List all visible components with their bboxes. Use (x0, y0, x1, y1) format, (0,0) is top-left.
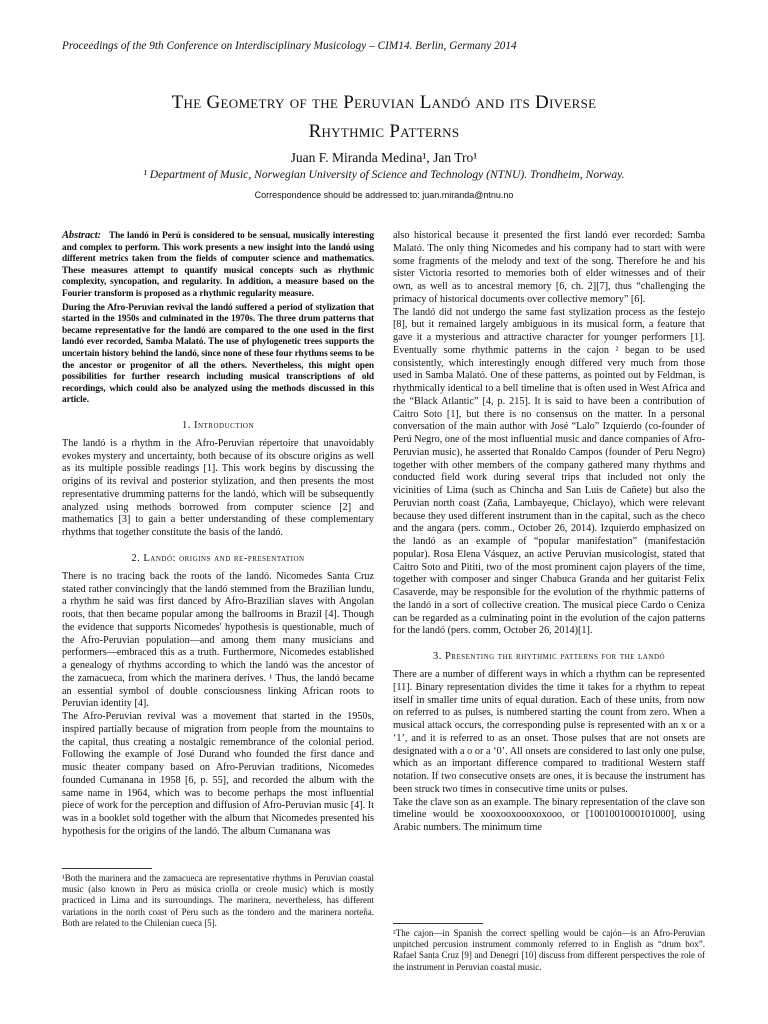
abstract-label: Abstract: (62, 230, 101, 241)
abstract (62, 230, 374, 407)
right-paragraph-2: The landó did not undergo the same fast stylization process as the festejo [8], but it remained largely ambiguous in its musical form, a feature that gave it a mysterious and attractive character for younger performers [1]. Eventually some rhythmic patterns in the cajon ² began to be used consistently, which interestingly enough differed very much from those used in Samba Malató. One of these patterns, as pointed out by Feldman, is rhythmically identical to a bell timeline that is often used in West Africa and the “Black Atlantic” [4, p. 215]. It is said to have been a contribution of Caitro Soto [1], but there is no consensus on the matter. In a personal conversation of the main author with José “Lalo” Izquierdo (co-founder of Perú Negro, one of the most influential music and dance companies of Afro-Peruvian music), he asserted that Ronaldo Campos (founder of Peru Negro) together with other members of the company gathered many rhythms and conducted field work during several trips that included not only the vicinities of Lima (such as Chincha and San Luis de Cañete) but also the Peruvian north coast (Zaña, Lambayeque, Chiclayo), which were relevant because they used different instrument than in the capital, such as the checo and the angara (pers. comm., October 26, 2014). Izquierdo emphasized on the landó as an example of “popular manifestation” (manifestación popular). Rosa Elena Vásquez, an active Peruvian musicologist, stated that Caitro Soto and Pititi, two of the most prominent cajon players of the time, together with composer and singer Chabuca Granda and her guitarist Felix Casaverde, may be responsible for the evolution of the rhythmic patterns of the landó in a sort of collective creation. The musical piece Cardo o Ceniza can be regarded as a culminating point in the evolution of the cajon patterns for the landó (pers. comm, October 26, 2014)[1]. (393, 306, 705, 637)
origins-paragraph-2: The Afro-Peruvian revival was a movement that started in the 1950s, inspired partially because of migration from people from the mountains to the capital, thus creating a nostalgic remembrance of the colonial period. Following the example of José Durand who founded the first dance and music theater company based on Afro-Peruvian traditions, Nicomedes founded Cumanana in 1958 [6, p. 55], and recorded the album with the same name in 1964, which was to become perhaps the most influential piece of work for the perception and diffusion of Afro-Peruvian music [4]. It was in a booklet sold together with the album that Nicomedes presented his hypothesis for the origins of the landó. The album Cumanana was (62, 711, 374, 837)
abstract-paragraph-1: The landó in Perú is considered to be sensual, musically interesting and complex to perform. This work presents a new insight into the landó using different metrics taken from the fields of computer science and mathematics. These measures attempt to quantify musical concepts such as rhythmic complexity, syncopation, and regularity. In addition, a measure based on the Fourier transform is proposed as a rhythmic regularity measure. (62, 231, 374, 299)
section-heading-origins: 2. Landó: origins and re-presentation (131, 552, 305, 564)
correspondence: Correspondence should be addressed to: juan.miranda@ntnu.no (254, 190, 514, 200)
footnote-rule (393, 923, 483, 924)
section-heading-introduction: 1. Introduction (181, 419, 255, 431)
footnote-rule (62, 868, 152, 869)
running-header: Proceedings of the 9th Conference on Interdisciplinary Musicology – CIM14. Berlin, Germany 2014 (62, 40, 517, 52)
footnote-1-block (62, 868, 374, 929)
right-column (393, 230, 705, 835)
title-line-1: The Geometry of the Peruvian Landó and its Diverse (171, 92, 597, 113)
title-line-2: Rhythmic Patterns (308, 121, 460, 142)
intro-paragraph: The landó is a rhythm in the Afro-Peruvian répertoire that unavoidably evokes mystery and uncertainty, both because of its obscure origins as well as its multiple possible readings [1]. This work begins by discussing the origins of its revival and posterior stylization, and then presents the most representative drumming patterns for the landó, which will be subsequently analyzed using methods borrowed from computer science [2] and mathematics [3] to gain a better understanding of these complementary rhythms that together constitute the basis of the landó. (62, 437, 374, 539)
right-paragraph-1: also historical because it presented the first landó ever recorded: Samba Malató. The only thing Nicomedes and his company had to start with were some fragments of the melody and text of the song. Therefore he and his sister Victoria resorted to memories both of elder witnesses and of their own, as well as to ancestral memory [6, ch. 2][7], thus “challenging the primacy of historical documents over collective memory” [6]. (393, 230, 705, 305)
left-column (62, 230, 374, 839)
footnote-1: ¹Both the marinera and the zamacueca are representative rhythms in Peruvian coastal music (also known in Peru as música criolla or creole music) which is mostly practiced in Lima and its surroundings. The marinera, nevertheless, has different variations in the north coast of Peru such as the tondero and the marinera norteña. Both are related to the Chilenian cueca [5]. (62, 873, 374, 928)
section-heading-patterns: 3. Presenting the rhythmic patterns for the landó (432, 651, 666, 662)
affiliation: ¹ Department of Music, Norwegian University of Science and Technology (NTNU). Trondheim, Norway. (143, 168, 625, 181)
authors: Juan F. Miranda Medina¹, Jan Tro¹ (290, 150, 478, 165)
right-paragraph-4: Take the clave son as an example. The binary representation of the clave son timeline would be xooxooxoooxoxooo, or [1001001000101000], using Arabic numbers. The minimum time (393, 796, 705, 833)
paper-title (60, 88, 708, 146)
footnote-2: ²The cajon—in Spanish the correct spelling would be cajón—is an Afro-Peruvian unpitched percusion instrument commonly referred to in English as “drum box”. Rafael Santa Cruz [9] and Denegri [10] discuss from different perspectives the role of the instrument in Peruvian coastal music. (393, 928, 705, 972)
abstract-paragraph-2: During the Afro-Peruvian revival the landó suffered a period of stylization that started in the 1950s and culminated in the 1970s. The three drum patterns that became representative for the landó are compared to the one used in the first landó ever recorded, Samba Malató. The use of phylogenetic trees supports the uncertain history behind the landó, since none of these four rhythms seems to be the ancestor or progenitor of all the others. Nevertheless, this might open possibilities for further research including musical transcriptions of old recordings, which could also be analyzed using the methods discussed in this article. (62, 302, 374, 406)
right-paragraph-3: There are a number of different ways in which a rhythm can be represented [11]. Binary representation divides the time it takes for a rhythm to repeat itself in smaller time units of equal duration. Each of these units, from now on referred to as pulses, is numbered starting the count from zero. When a musical attack occurs, the corresponding pulse is represented with an x or a ‘1’, and it is referred to as an onset. Those pulses that are not onsets are designated with a o or a ‘0’. All onsets are considered to last only one pulse, which as an important difference compared to traditional Western staff notation. If two consecutive onsets are ones, it is because the instrument has been struck two times in consecutive time units or pulses. (393, 669, 705, 795)
origins-paragraph-1: There is no tracing back the roots of the landó. Nicomedes Santa Cruz stated rather convincingly that the landó stemmed from the Brazilian lundu, a rhythm he said was first danced by Afro-Brazilian slaves with Angolan roots, that then became popular among the ballrooms in Brazil [4]. Though the evidence that supports Nicomedes' hypothesis is questionable, much of the Afro-Peruvian population—and among them many musicians and performers—embraced this as a truth. Furthermore, Nicomedes established a genealogy of rhythms according to which the landó was the ancestor of the zamacueca, from which the marinera derives. ¹ Thus, the landó became an essential symbol of double consciousness linking African roots to Peruvian identity [4]. (62, 570, 374, 710)
footnote-2-block (393, 923, 705, 973)
